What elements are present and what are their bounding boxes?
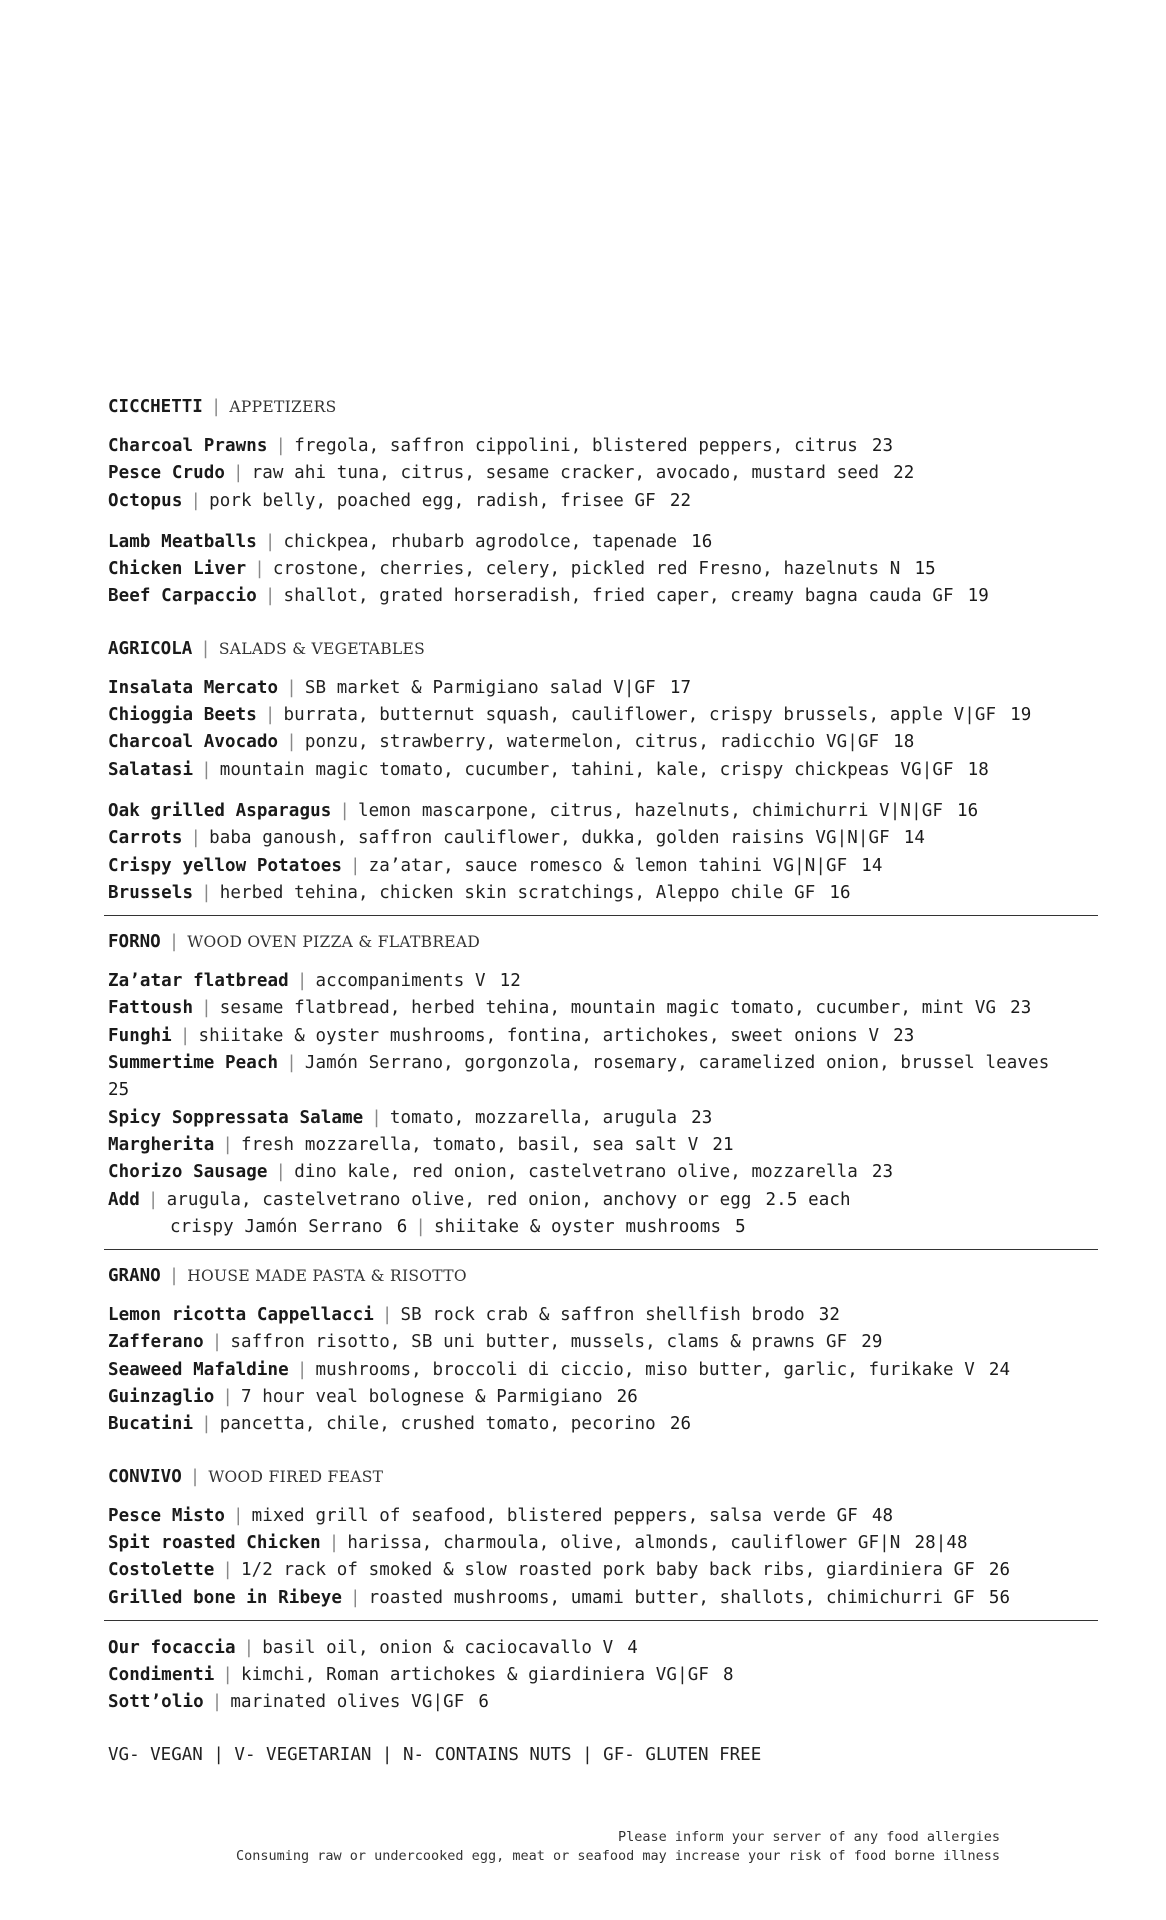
section-cicchetti: [108, 395, 1098, 611]
menu-item: Oak grilled Asparagus | lemon mascarpone, citrus, hazelnuts, chimichurri V|N|GF 16: [108, 800, 979, 821]
item-description: shallot, grated horseradish, fried caper, creamy bagna cauda GF: [283, 586, 954, 607]
item-name: Salatasi: [108, 759, 194, 780]
item-description: sesame flatbread, herbed tehina, mountain magic tomato, cucumber, mint VG: [219, 998, 997, 1019]
item-price: 22: [669, 490, 692, 511]
item-description: crostone, cherries, celery, pickled red Fresno, hazelnuts N: [272, 559, 901, 580]
menu-group: [108, 1635, 1098, 1717]
menu-group: [108, 529, 1098, 611]
menu-item: Condimenti | kimchi, Roman artichokes & giardiniera VG|GF 8: [108, 1665, 734, 1686]
item-name: Carrots: [108, 828, 183, 849]
item-price: 24: [988, 1359, 1011, 1380]
item-description: Jamón Serrano, gorgonzola, rosemary, caramelized onion, brussel leaves: [304, 1053, 1050, 1074]
item-price: 23: [871, 1162, 894, 1183]
section-header: FORNO | WOOD OVEN PIZZA & FLATBREAD: [108, 932, 481, 953]
menu-group: [108, 1302, 1098, 1438]
item-name: Our focaccia: [108, 1637, 236, 1658]
item-name: Charcoal Prawns: [108, 436, 268, 456]
item-price: 29: [861, 1332, 883, 1353]
item-price: 18: [893, 732, 915, 753]
addon-a: crispy Jamón Serrano: [170, 1216, 383, 1237]
menu-item: Crispy yellow Potatoes | za’atar, sauce romesco & lemon tahini VG|N|GF 14: [108, 855, 883, 876]
item-name: Chioggia Beets: [108, 705, 257, 726]
section-grano: [108, 1264, 1098, 1438]
section-agricola: [108, 637, 1098, 907]
section-subtitle: HOUSE MADE PASTA & RISOTTO: [187, 1267, 467, 1286]
item-description: basil oil, onion & caciocavallo V: [262, 1637, 614, 1658]
item-price: 26: [988, 1560, 1011, 1581]
item-name: Sott’olio: [108, 1692, 204, 1713]
menu-item: Carrots | baba ganoush, saffron cauliflower, dukka, golden raisins VG|N|GF 14: [108, 828, 926, 849]
section-sides: [108, 1635, 1098, 1717]
item-price: 17: [669, 677, 692, 698]
menu-item: Seaweed Mafaldine | mushrooms, broccoli di ciccio, miso butter, garlic, furikake V 24: [108, 1359, 1011, 1380]
item-price: 2.5 each: [765, 1189, 851, 1210]
item-name: Funghi: [108, 1025, 172, 1046]
allergy-note: Please inform your server of any food allergies: [617, 1829, 1000, 1845]
menu-item: Summertime Peach | Jamón Serrano, gorgonzola, rosemary, caramelized onion, brussel leaves: [108, 1053, 1050, 1074]
menu-item: Brussels | herbed tehina, chicken skin scratchings, Aleppo chile GF 16: [108, 882, 851, 903]
item-name: Insalata Mercato: [108, 677, 279, 698]
item-description: accompaniments V: [315, 971, 486, 992]
item-description: harissa, charmoula, olive, almonds, cauliflower GF|N: [347, 1532, 901, 1553]
section-title: GRANO: [108, 1266, 161, 1287]
menu-item: Charcoal Avocado | ponzu, strawberry, watermelon, citrus, radicchio VG|GF 18: [108, 732, 915, 753]
menu-item-price-wrap: [108, 1077, 1098, 1104]
menu-group: [108, 433, 1098, 515]
item-name: Lamb Meatballs: [108, 531, 257, 552]
item-description: kimchi, Roman artichokes & giardiniera VG|GF: [241, 1665, 709, 1686]
menu-item: Guinzaglio | 7 hour veal bolognese & Parmigiano 26: [108, 1387, 638, 1408]
section-divider: [104, 1620, 1098, 1621]
item-price: 14: [903, 828, 926, 849]
item-name: Grilled bone in Ribeye: [108, 1587, 342, 1608]
section-title: CONVIVO: [108, 1466, 182, 1487]
addon-b: shiitake & oyster mushrooms: [434, 1216, 722, 1237]
item-name: Costolette: [108, 1560, 215, 1581]
item-price: 28|48: [914, 1532, 968, 1553]
item-description: SB market & Parmigiano salad V|GF: [304, 677, 656, 698]
item-price: 19: [1010, 705, 1032, 726]
item-price: 48: [871, 1505, 894, 1526]
menu-item: Margherita | fresh mozzarella, tomato, basil, sea salt V 21: [108, 1134, 734, 1155]
item-description: mixed grill of seafood, blistered peppers, salsa verde GF: [251, 1505, 858, 1526]
item-name: Pesce Crudo: [108, 463, 225, 484]
item-description: raw ahi tuna, citrus, sesame cracker, avocado, mustard seed: [251, 463, 880, 484]
item-description: fregola, saffron cippolini, blistered peppers, citrus: [294, 436, 858, 456]
item-name: Chicken Liver: [108, 559, 247, 580]
item-price: 26: [669, 1414, 692, 1435]
item-description: dino kale, red onion, castelvetrano olive, mozzarella: [294, 1162, 858, 1183]
item-description: baba ganoush, saffron cauliflower, dukka, golden raisins VG|N|GF: [209, 828, 890, 849]
item-price: 6: [478, 1692, 490, 1713]
menu-item: Sott’olio | marinated olives VG|GF 6: [108, 1692, 490, 1713]
item-price: 16: [829, 882, 851, 903]
item-name: Spit roasted Chicken: [108, 1532, 321, 1553]
item-name: Oak grilled Asparagus: [108, 800, 332, 821]
menu: [108, 395, 1098, 1767]
menu-group: [108, 798, 1098, 907]
menu-item: Pesce Crudo | raw ahi tuna, citrus, sesame cracker, avocado, mustard seed 22: [108, 463, 915, 484]
item-price: 18: [967, 759, 989, 780]
item-price: 23: [1010, 998, 1032, 1019]
menu-item: Beef Carpaccio | shallot, grated horseradish, fried caper, creamy bagna cauda GF 19: [108, 586, 989, 607]
item-name: Bucatini: [108, 1414, 194, 1435]
menu-item: Funghi | shiitake & oyster mushrooms, fontina, artichokes, sweet onions V 23: [108, 1025, 915, 1046]
item-description: tomato, mozzarella, arugula: [389, 1107, 678, 1128]
menu-item: Charcoal Prawns | fregola, saffron cippolini, blistered peppers, citrus 23: [108, 436, 894, 456]
item-description: 1/2 rack of smoked & slow roasted pork baby back ribs, giardiniera GF: [241, 1560, 975, 1581]
item-description: arugula, castelvetrano olive, red onion, anchovy or egg: [166, 1189, 752, 1210]
item-name: Pesce Misto: [108, 1505, 225, 1526]
item-description: chickpea, rhubarb agrodolce, tapenade: [283, 531, 678, 552]
item-name: Spicy Soppressata Salame: [108, 1107, 364, 1128]
item-description: fresh mozzarella, tomato, basil, sea salt V: [241, 1134, 699, 1155]
item-description: burrata, butternut squash, cauliflower, crispy brussels, apple V|GF: [283, 705, 997, 726]
menu-item: Octopus | pork belly, poached egg, radish, frisee GF 22: [108, 490, 692, 511]
item-price: 12: [499, 971, 521, 992]
menu-item: Za’atar flatbread | accompaniments V 12: [108, 971, 521, 992]
menu-item: Spit roasted Chicken | harissa, charmoula, olive, almonds, cauliflower GF|N 28|48: [108, 1532, 968, 1553]
menu-group: [108, 675, 1098, 784]
item-price: 8: [722, 1665, 734, 1686]
menu-item: Chicken Liver | crostone, cherries, celery, pickled red Fresno, hazelnuts N 15: [108, 559, 936, 580]
item-description: mushrooms, broccoli di ciccio, miso butter, garlic, furikake V: [315, 1359, 975, 1380]
footer-notes: [108, 1828, 1000, 1866]
section-header: CICCHETTI | APPETIZERS: [108, 397, 337, 417]
item-price: 23: [691, 1107, 713, 1128]
menu-item: Chorizo Sausage | dino kale, red onion, castelvetrano olive, mozzarella 23: [108, 1162, 894, 1183]
item-description: pancetta, chile, crushed tomato, pecorino: [219, 1414, 656, 1435]
section-subtitle: WOOD FIRED FEAST: [208, 1467, 384, 1486]
item-name: Condimenti: [108, 1665, 215, 1686]
item-price: 16: [956, 800, 979, 821]
section-title: CICCHETTI: [108, 397, 203, 417]
item-description: herbed tehina, chicken skin scratchings, Aleppo chile GF: [219, 882, 816, 903]
section-header: GRANO | HOUSE MADE PASTA & RISOTTO: [108, 1266, 467, 1287]
menu-item: Bucatini | pancetta, chile, crushed tomato, pecorino 26: [108, 1414, 692, 1435]
item-price: 23: [893, 1025, 915, 1046]
item-price: 21: [712, 1134, 734, 1155]
section-header: AGRICOLA | SALADS & VEGETABLES: [108, 638, 426, 659]
item-name: Brussels: [108, 882, 194, 903]
item-name: Crispy yellow Potatoes: [108, 855, 342, 876]
addon-a-price: 6: [396, 1216, 408, 1237]
item-name: Margherita: [108, 1134, 215, 1155]
item-description: ponzu, strawberry, watermelon, citrus, radicchio VG|GF: [304, 732, 880, 753]
raw-food-warning: Consuming raw or undercooked egg, meat or seafood may increase your risk of food borne illness: [235, 1848, 1000, 1864]
dietary-legend: VG- VEGAN | V- VEGETARIAN | N- CONTAINS NUTS | GF- GLUTEN FREE: [108, 1744, 762, 1765]
item-name: Zafferano: [108, 1332, 204, 1353]
menu-group: [108, 1503, 1098, 1612]
item-description: mountain magic tomato, cucumber, tahini, kale, crispy chickpeas VG|GF: [219, 759, 954, 780]
item-description: marinated olives VG|GF: [230, 1692, 465, 1713]
menu-item: Fattoush | sesame flatbread, herbed tehina, mountain magic tomato, cucumber, mint VG 23: [108, 998, 1032, 1019]
item-name: Lemon ricotta Cappellacci: [108, 1305, 374, 1326]
menu-item: Salatasi | mountain magic tomato, cucumber, tahini, kale, crispy chickpeas VG|GF 18: [108, 759, 989, 780]
item-name: Beef Carpaccio: [108, 586, 257, 607]
section-title: FORNO: [108, 932, 161, 953]
item-name: Za’atar flatbread: [108, 971, 289, 992]
menu-item: Chioggia Beets | burrata, butternut squash, cauliflower, crispy brussels, apple V|GF 19: [108, 705, 1032, 726]
item-description: roasted mushrooms, umami butter, shallots, chimichurri GF: [368, 1587, 975, 1608]
item-name: Add: [108, 1189, 140, 1210]
addon-b-price: 5: [735, 1216, 746, 1237]
menu-item: Lamb Meatballs | chickpea, rhubarb agrodolce, tapenade 16: [108, 531, 713, 552]
item-description: 7 hour veal bolognese & Parmigiano: [241, 1387, 603, 1408]
item-name: Seaweed Mafaldine: [108, 1359, 289, 1380]
menu-item: Pesce Misto | mixed grill of seafood, blistered peppers, salsa verde GF 48: [108, 1505, 894, 1526]
section-divider: [104, 1249, 1098, 1250]
section-header: CONVIVO | WOOD FIRED FEAST: [108, 1466, 384, 1487]
section-title: AGRICOLA: [108, 638, 193, 659]
item-price: 16: [691, 531, 713, 552]
section-convivo: [108, 1465, 1098, 1612]
menu-group: [108, 968, 1098, 1241]
item-price: 25: [108, 1080, 130, 1101]
menu-item: Lemon ricotta Cappellacci | SB rock crab & saffron shellfish brodo 32: [108, 1305, 840, 1326]
item-price: 22: [893, 463, 915, 484]
item-name: Octopus: [108, 490, 183, 511]
item-price: 32: [818, 1305, 840, 1326]
menu-item: Grilled bone in Ribeye | roasted mushrooms, umami butter, shallots, chimichurri GF 56: [108, 1587, 1011, 1608]
menu-item: Insalata Mercato | SB market & Parmigiano salad V|GF 17: [108, 677, 692, 698]
item-description: za’atar, sauce romesco & lemon tahini VG|N|GF: [368, 855, 848, 876]
item-price: 56: [988, 1587, 1011, 1608]
item-price: 19: [967, 586, 989, 607]
section-subtitle: APPETIZERS: [229, 398, 337, 416]
menu-item-addons: crispy Jamón Serrano 6 | shiitake & oyster mushrooms 5: [170, 1216, 746, 1237]
section-forno: [108, 930, 1098, 1241]
item-description: lemon mascarpone, citrus, hazelnuts, chimichurri V|N|GF: [358, 800, 943, 821]
menu-item-add: Add | arugula, castelvetrano olive, red onion, anchovy or egg 2.5 each: [108, 1189, 851, 1210]
item-name: Guinzaglio: [108, 1387, 215, 1408]
item-name: Chorizo Sausage: [108, 1162, 268, 1183]
menu-item: Spicy Soppressata Salame | tomato, mozzarella, arugula 23: [108, 1107, 713, 1128]
item-price: 26: [616, 1387, 638, 1408]
menu-item: Zafferano | saffron risotto, SB uni butter, mussels, clams & prawns GF 29: [108, 1332, 883, 1353]
item-name: Summertime Peach: [108, 1053, 279, 1074]
item-price: 15: [914, 559, 936, 580]
item-name: Fattoush: [108, 998, 194, 1019]
item-description: pork belly, poached egg, radish, frisee GF: [209, 490, 656, 511]
menu-item: Costolette | 1/2 rack of smoked & slow roasted pork baby back ribs, giardiniera GF 26: [108, 1560, 1011, 1581]
item-price: 14: [861, 855, 883, 876]
item-name: Charcoal Avocado: [108, 732, 279, 753]
item-price: 4: [627, 1637, 638, 1658]
section-subtitle: WOOD OVEN PIZZA & FLATBREAD: [187, 933, 481, 952]
item-description: shiitake & oyster mushrooms, fontina, artichokes, sweet onions V: [198, 1025, 880, 1046]
section-subtitle: SALADS & VEGETABLES: [218, 639, 426, 658]
item-description: saffron risotto, SB uni butter, mussels, clams & prawns GF: [230, 1332, 848, 1353]
section-divider: [104, 915, 1098, 916]
menu-item: Our focaccia | basil oil, onion & caciocavallo V 4: [108, 1637, 638, 1658]
item-price: 23: [871, 436, 894, 456]
item-description: SB rock crab & saffron shellfish brodo: [400, 1305, 805, 1326]
